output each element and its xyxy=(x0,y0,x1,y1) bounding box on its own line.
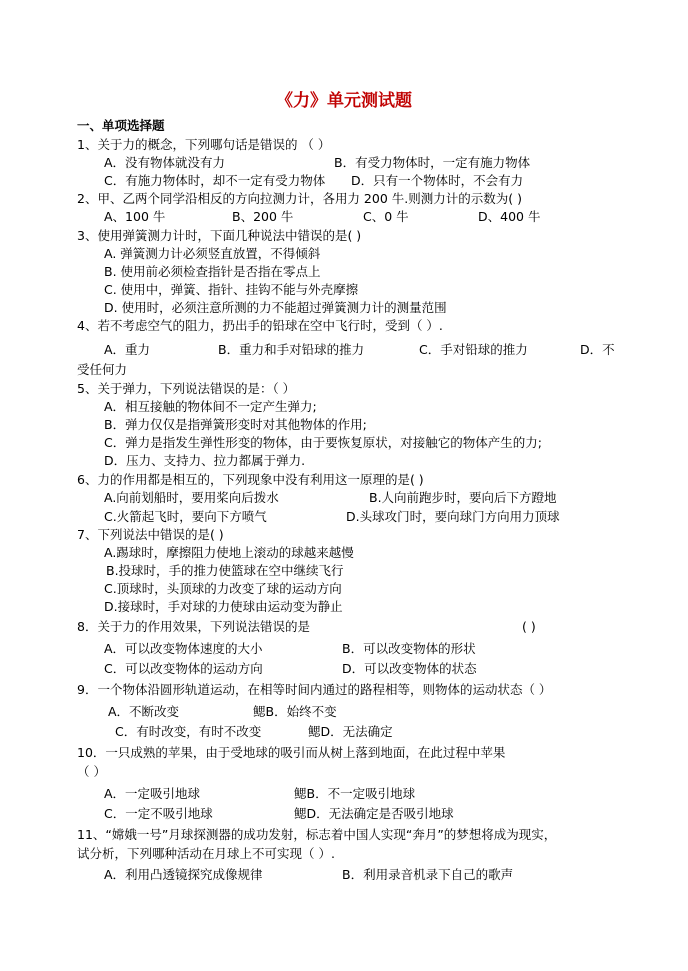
option-d: D．不 xyxy=(580,342,615,357)
option-a: A.向前划船时，要用桨向后拨水 xyxy=(104,490,279,505)
answer-paren: （ ） xyxy=(77,764,106,779)
option-b: B．利用录音机录下自己的歌声 xyxy=(342,867,514,882)
option-b: B．重力和手对铅球的推力 xyxy=(218,342,365,357)
option-d: D、400 牛 xyxy=(478,209,541,224)
option-a: A．没有物体就没有力 xyxy=(104,155,226,170)
option-b: B. 使用前必须检查指针是否指在零点上 xyxy=(104,264,321,279)
question-stem: 8．关于力的作用效果，下列说法错误的是 xyxy=(77,619,310,634)
option-d: D．压力、支持力、拉力都属于弹力. xyxy=(104,453,306,468)
question-stem: 1、关于力的概念，下列哪句话是错误的 （ ） xyxy=(77,137,331,152)
option-c: C. 使用中，弹簧、指针、挂钩不能与外壳摩擦 xyxy=(104,282,359,297)
option-b: B．可以改变物体的形状 xyxy=(342,641,476,656)
option-d: 鳃D．无法确定 xyxy=(308,724,393,739)
section-heading: 一、单项选择题 xyxy=(77,118,165,133)
question-stem: 4、若不考虑空气的阻力，扔出手的铅球在空中飞行时，受到（ ）. xyxy=(77,318,443,333)
option-b: B、200 牛 xyxy=(232,209,294,224)
answer-paren: ( ) xyxy=(522,619,536,634)
option-d-continued: 受任何力 xyxy=(77,362,128,377)
option-d: D．只有一个物体时，不会有力 xyxy=(351,173,524,188)
option-b: 鳃B．始终不变 xyxy=(253,704,337,719)
option-d: D.头球攻门时，要向球门方向用力顶球 xyxy=(346,509,560,524)
option-d: 鳃D．无法确定是否吸引地球 xyxy=(294,806,454,821)
option-a: A．相互接触的物体间不一定产生弹力; xyxy=(104,399,317,414)
option-c: C.顶球时，头顶球的力改变了球的运动方向 xyxy=(104,581,342,596)
question-stem: 2、甲、乙两个同学沿相反的方向拉测力计，各用力 200 牛.则测力计的示数为( ) xyxy=(77,191,522,206)
option-c: C．弹力是指发生弹性形变的物体，由于要恢复原状，对接触它的物体产生的力; xyxy=(104,435,542,450)
option-c: C.火箭起飞时，要向下方喷气 xyxy=(104,509,267,524)
option-d: D．可以改变物体的状态 xyxy=(342,661,477,676)
option-b: 鳃B．不一定吸引地球 xyxy=(294,786,416,801)
option-a: A．不断改变 xyxy=(108,704,180,719)
option-b: B.投球时，手的推力使篮球在空中继续飞行 xyxy=(106,563,344,578)
option-c: C．有时改变，有时不改变 xyxy=(115,724,262,739)
option-a: A.踢球时，摩擦阻力使地上滚动的球越来越慢 xyxy=(104,545,354,560)
question-stem: 6、力的作用都是相互的，下列现象中没有利用这一原理的是( ) xyxy=(77,472,424,487)
option-b: B．有受力物体时，一定有施力物体 xyxy=(334,155,531,170)
option-b: B．弹力仅仅是指弹簧形变时对其他物体的作用; xyxy=(104,417,367,432)
option-a: A．利用凸透镜探究成像规律 xyxy=(104,867,263,882)
option-c: C．一定不吸引地球 xyxy=(104,806,213,821)
question-stem: 10．一只成熟的苹果，由于受地球的吸引而从树上落到地面，在此过程中苹果 xyxy=(77,745,506,760)
option-d: D. 使用时，必须注意所测的力不能超过弹簧测力计的测量范围 xyxy=(104,300,447,315)
option-a: A. 弹簧测力计必须竖直放置，不得倾斜 xyxy=(104,246,321,261)
option-c: C．有施力物体时，却不一定有受力物体 xyxy=(104,173,326,188)
option-c: C．手对铅球的推力 xyxy=(419,342,528,357)
question-stem: 9．一个物体沿圆形轨道运动，在相等时间内通过的路程相等，则物体的运动状态（ ） xyxy=(77,682,552,697)
option-a: A．重力 xyxy=(104,342,151,357)
option-a: A、100 牛 xyxy=(104,209,166,224)
question-stem: 11、“嫦娥一号”月球探测器的成功发射，标志着中国人实现“奔月”的梦想将成为现实， xyxy=(77,827,557,842)
option-c: C、0 牛 xyxy=(363,209,409,224)
page-title: 《力》单元测试题 xyxy=(276,91,412,111)
option-a: A．可以改变物体速度的大小 xyxy=(104,641,263,656)
question-stem: 5、关于弹力，下列说法错误的是：（ ） xyxy=(77,381,296,396)
option-c: C．可以改变物体的运动方向 xyxy=(104,661,263,676)
option-d: D.接球时，手对球的力使球由运动变为静止 xyxy=(104,599,343,614)
question-stem: 7、下列说法中错误的是( ) xyxy=(77,527,224,542)
question-stem-continued: 试分析，下列哪种活动在月球上不可实现（ ）. xyxy=(77,846,335,861)
option-b: B.人向前跑步时，要向后下方蹬地 xyxy=(369,490,557,505)
question-stem: 3、使用弹簧测力计时，下面几种说法中错误的是( ) xyxy=(77,228,362,243)
option-a: A．一定吸引地球 xyxy=(104,786,201,801)
